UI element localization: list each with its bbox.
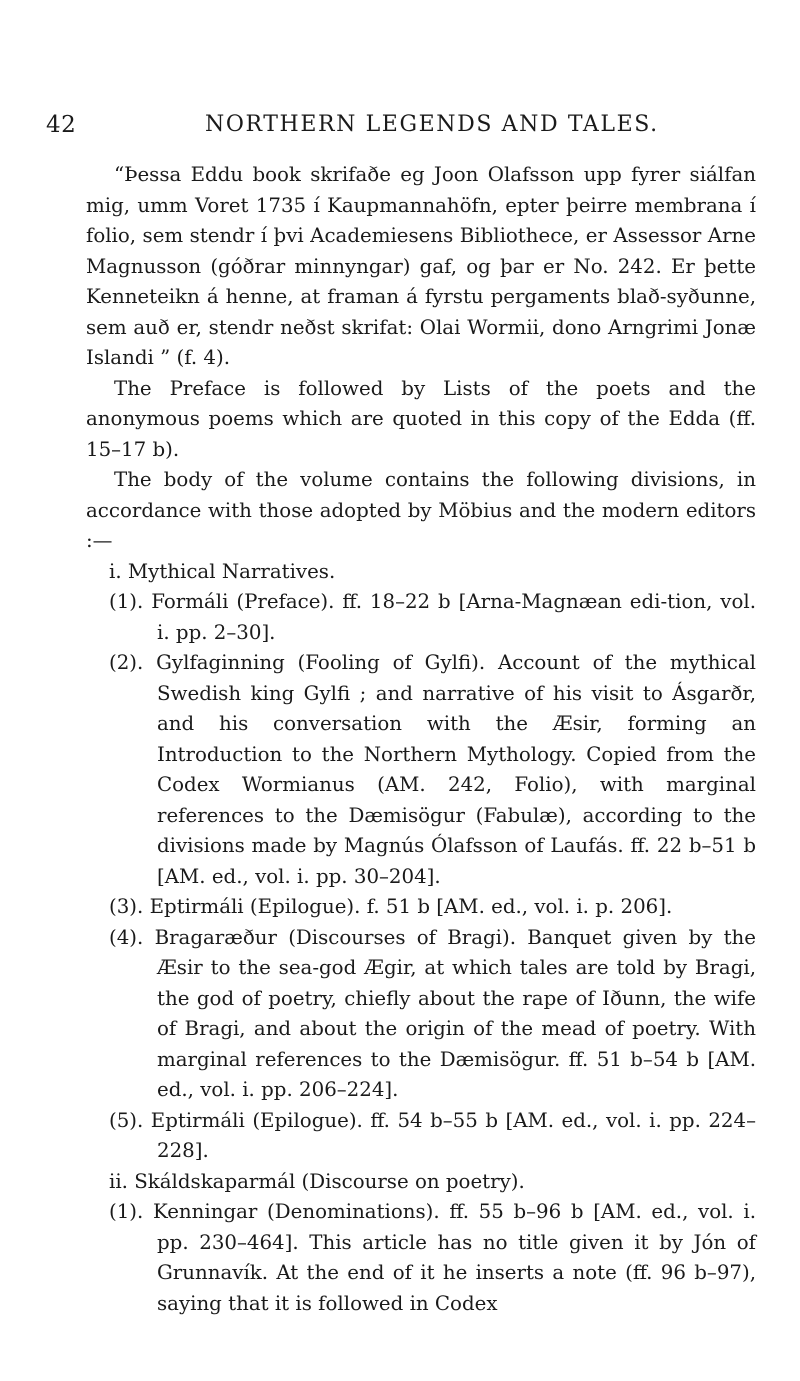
page-number: 42 xyxy=(46,112,77,138)
paragraph-quote: “Þessa Eddu book skrifaðe eg Joon Olafsson upp fyrer siálfan mig, umm Voret 1735 í Kaupmannahöfn, epter þeirre membrana í folio, sem stendr í þvi Academiesens Bibliothece, er Assessor Arne Magnusson (góðrar minnyngar) gaf, og þar er No. 242. Er þette Kenneteikn á henne, at framan á fyrstu pergaments blað-syðunne, sem auð er, stendr neðst skrifat: Olai Wormii, dono Arngrimi Jonæ Islandi ” (f. 4). xyxy=(86,163,756,369)
list-item: (2). Gylfaginning (Fooling of Gylfi). Account of the mythical Swedish king Gylfi ; and narrative of his visit to Ásgarðr, and his conversation with the Æsir, forming an Introduction to the Northern Mythology. Copied from the Codex Wormianus (AM. 242, Folio), with marginal references to the Dæmisögur (Fabulæ), according to the divisions made by Magnús Ólafsson of Laufás. ff. 22 b–51 b [AM. ed., vol. i. pp. 30–204]. xyxy=(109,651,756,888)
section-heading: i. Mythical Narratives. xyxy=(109,559,336,583)
list-item: (3). Eptirmáli (Epilogue). f. 51 b [AM. ed., vol. i. p. 206]. xyxy=(109,895,673,918)
running-title: NORTHERN LEGENDS AND TALES. xyxy=(205,112,659,137)
list-item: (5). Eptirmáli (Epilogue). ff. 54 b–55 b [AM. ed., vol. i. pp. 224–228]. xyxy=(109,1108,756,1162)
list-item: (1). Kenningar (Denominations). ff. 55 b–96 b [AM. ed., vol. i. pp. 230–464]. This article has no title given it by Jón of Grunnavík. At the end of it he inserts a note (ff. 96 b–97), saying that it is followed in Codex xyxy=(109,1200,756,1315)
list-item: (4). Bragaræður (Discourses of Bragi). Banquet given by the Æsir to the sea-god Ægir, at which tales are told by Bragi, the god of poetry, chiefly about the rape of Iðunn, the wife of Bragi, and about the origin of the mead of poetry. With marginal references to the Dæmisögur. ff. 51 b–54 b [AM. ed., vol. i. pp. 206–224]. xyxy=(109,925,756,1101)
paragraph-divisions: The body of the volume contains the following divisions, in accordance with those adopted by Möbius and the modern editors :— xyxy=(86,468,756,552)
list-item: (1). Formáli (Preface). ff. 18–22 b [Arna-Magnæan edi-tion, vol. i. pp. 2–30]. xyxy=(109,590,756,644)
body-text xyxy=(86,160,756,1319)
page-header xyxy=(0,112,800,142)
section-heading: ii. Skáldskaparmál (Discourse on poetry). xyxy=(109,1169,525,1193)
paragraph-preface: The Preface is followed by Lists of the poets and the anonymous poems which are quoted in this copy of the Edda (ff. 15–17 b). xyxy=(86,376,756,461)
